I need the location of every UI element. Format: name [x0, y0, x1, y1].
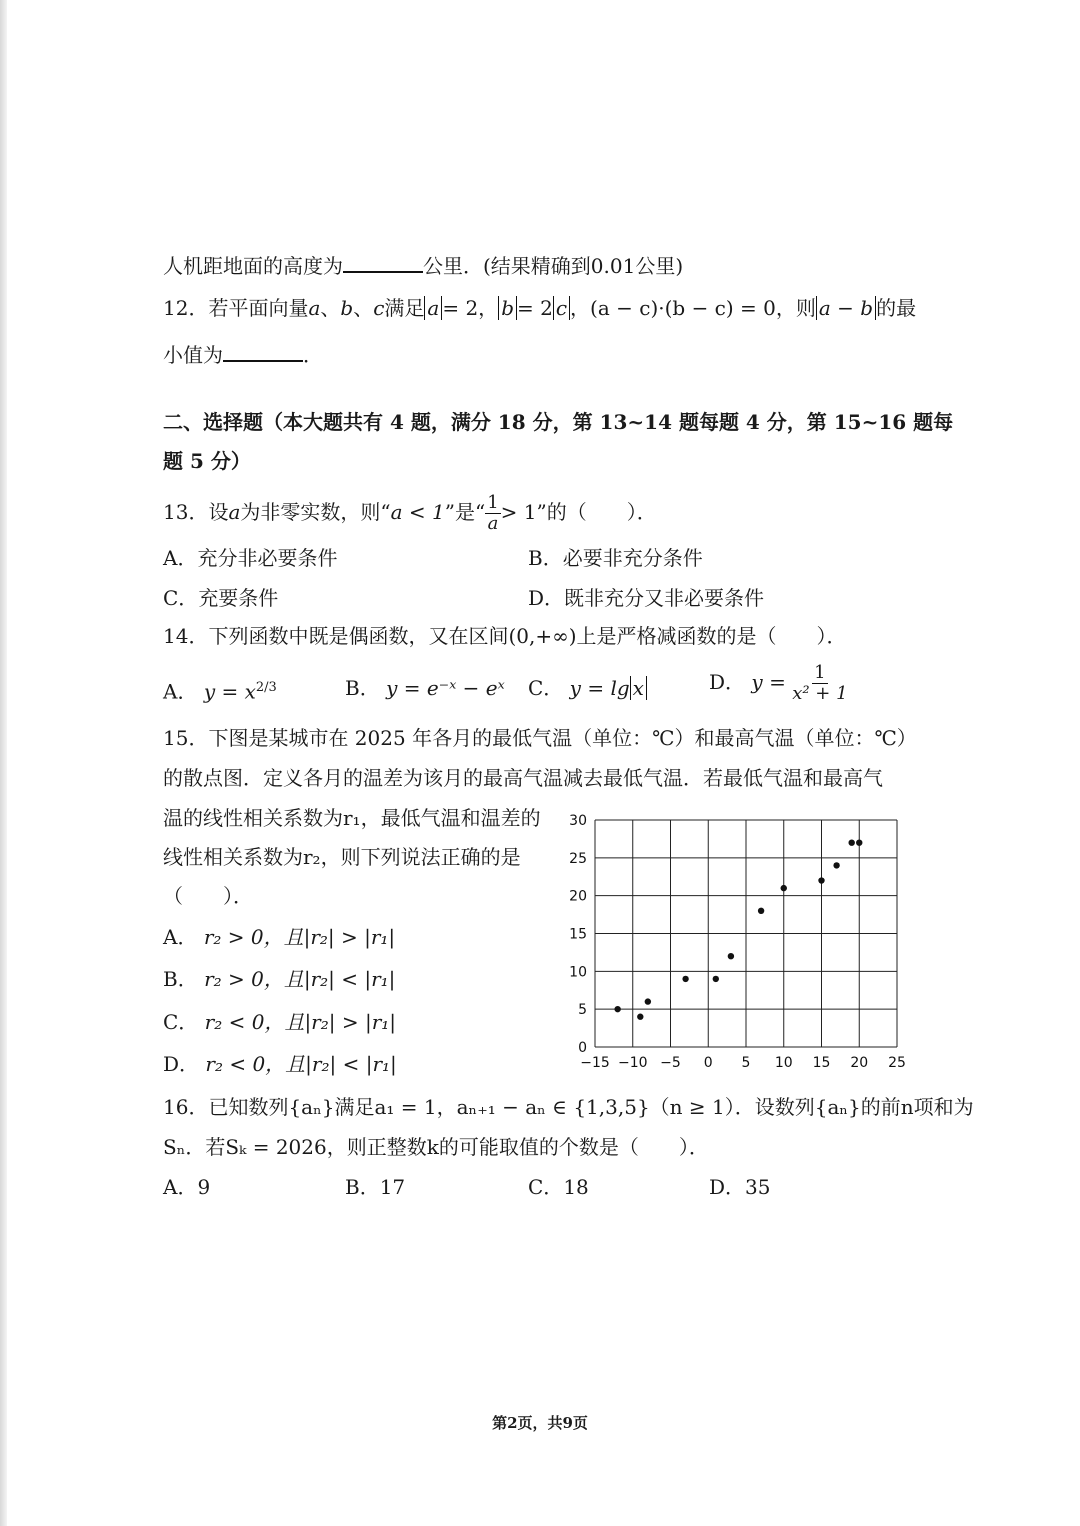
y-tick-label: 15	[569, 926, 587, 943]
frac-den: a	[487, 513, 499, 534]
data-point	[818, 877, 824, 883]
q13-stem	[163, 494, 657, 533]
q14-option-a[interactable]	[163, 674, 277, 706]
q12-text: 小值为	[163, 343, 223, 367]
sep: 、	[353, 296, 374, 320]
vector-a: a	[308, 296, 321, 320]
section-title: 二、选择题（本大题共有 4 题，满分 18 分，第 13~14 题每题 4 分，第 15~16 题每	[163, 410, 954, 434]
q12-cond3: (a − c)·(b − c) = 0，	[590, 296, 796, 320]
q13-cond1: a < 1	[390, 500, 445, 524]
q14-option-d[interactable]	[709, 664, 848, 703]
option-label: A．	[163, 546, 198, 570]
x-tick-label: −15	[580, 1055, 610, 1071]
option-text: r₂ > 0，且|r₂| > |r₁|	[203, 925, 396, 949]
q15-line3: 温的线性相关系数为r₁，最低气温和温差的	[163, 806, 541, 830]
option-formula: y = lg	[569, 676, 630, 700]
y-tick-label: 30	[569, 813, 587, 829]
q16-line1	[163, 1093, 974, 1121]
q13-text: ”是“	[444, 500, 486, 524]
option-label: A．	[163, 925, 198, 949]
scan-edge	[0, 0, 7, 1526]
y-tick-label: 10	[569, 964, 587, 981]
vector-a: a	[427, 296, 440, 320]
var-a: a	[228, 500, 241, 524]
data-point	[856, 840, 862, 846]
q15-option-d[interactable]	[163, 1050, 397, 1078]
q14-option-c[interactable]	[528, 674, 647, 702]
q15-number: 15．	[163, 726, 209, 750]
q12-text: 满足	[384, 296, 425, 320]
answer-blank[interactable]	[223, 342, 303, 362]
sep: 、	[320, 296, 341, 320]
abs-c	[553, 296, 570, 320]
x-tick-label: 15	[812, 1055, 831, 1071]
q12-text: 的最	[876, 296, 917, 320]
data-point	[713, 976, 719, 982]
option-text: 18	[563, 1175, 589, 1199]
option-label: A．	[163, 1175, 198, 1199]
frac-num: 1	[814, 662, 826, 683]
x-tick-label: 5	[741, 1055, 751, 1071]
q14-stem	[163, 622, 847, 650]
option-text: 9	[197, 1175, 211, 1199]
data-point	[758, 908, 764, 914]
q13-text: 设	[208, 500, 229, 524]
data-point	[637, 1014, 643, 1020]
q12-line2	[163, 341, 323, 369]
q16-option-c[interactable]	[528, 1173, 589, 1201]
abs-x	[630, 676, 647, 700]
q15-text: 下图是某城市在 2025 年各月的最低气温（单位：℃）和最高气温（单位：℃）	[208, 726, 917, 750]
q12-text: 则	[795, 296, 816, 320]
q15-line5: （ ）．	[163, 884, 253, 908]
q15-option-b[interactable]	[163, 965, 395, 993]
q13-cond2: > 1	[500, 500, 537, 524]
option-label: C．	[163, 1010, 199, 1034]
option-label: B．	[345, 1175, 380, 1199]
option-formula: y = e⁻ˣ − eˣ	[386, 676, 505, 700]
option-label: D．	[709, 670, 746, 694]
q12-expr: a − b	[818, 296, 874, 320]
q11-text: 人机距地面的高度为	[163, 254, 343, 278]
q16-option-a[interactable]	[163, 1173, 210, 1201]
q13-number: 13．	[163, 500, 209, 524]
x-tick-label: −10	[617, 1055, 648, 1071]
q12-cond1: = 2，	[442, 296, 499, 320]
option-label: D．	[709, 1175, 746, 1199]
page-footer: 第2页，共9页	[492, 1414, 588, 1432]
q16-line2: Sₙ．若Sₖ = 2026，则正整数k的可能取值的个数是（ ）．	[163, 1135, 709, 1159]
q12-cond2: = 2	[517, 296, 553, 320]
q13-text: ”的（ ）．	[536, 500, 657, 524]
data-point	[614, 1006, 620, 1012]
q16-option-b[interactable]	[345, 1173, 405, 1201]
exponent: 2/3	[255, 680, 277, 695]
data-point	[849, 840, 855, 846]
x-tick-label: 10	[774, 1055, 793, 1071]
vector-b: b	[501, 296, 514, 320]
q13-option-a[interactable]	[163, 544, 337, 572]
option-text: r₂ > 0，且|r₂| < |r₁|	[204, 967, 396, 991]
q14-text: 下列函数中既是偶函数，又在区间(0,+∞)上是严格减函数的是（ ）．	[208, 624, 847, 648]
fraction	[485, 494, 500, 533]
q12-line1: 12．若平面向量a、b、c满足 a = 2， b = 2 c ，(a − c)·(b − c) = 0，则 a − b 的最	[163, 296, 917, 320]
option-formula: y = x	[203, 679, 256, 704]
q11-tail	[163, 252, 683, 280]
answer-blank[interactable]	[343, 253, 423, 273]
option-label: B．	[345, 676, 380, 700]
option-label: B．	[528, 546, 563, 570]
q12-number: 12．	[163, 296, 209, 320]
q12-end: ．	[303, 343, 323, 367]
q13-text: 为非零实数，则“	[240, 500, 391, 524]
q15-option-a[interactable]	[163, 923, 395, 951]
q15-line2: 的散点图．定义各月的温差为该月的最高气温减去最低气温．若最低气温和最高气	[163, 766, 883, 790]
frac-den: x² + 1	[792, 683, 848, 704]
q11-suffix: 公里．(结果精确到0.01公里)	[423, 254, 684, 278]
x-tick-label: 25	[888, 1055, 906, 1071]
q14-number: 14．	[163, 624, 209, 648]
option-text: r₂ < 0，且|r₂| < |r₁|	[205, 1052, 397, 1076]
q13-option-b[interactable]	[528, 544, 703, 572]
option-text: 必要非充分条件	[562, 546, 703, 570]
option-label: C．	[163, 586, 199, 610]
vector-c: c	[373, 296, 385, 320]
option-label: D．	[528, 586, 565, 610]
frac-num: 1	[487, 492, 499, 513]
var-x: x	[632, 676, 644, 700]
y-tick-label: 5	[578, 1002, 587, 1019]
option-label: C．	[528, 676, 564, 700]
option-text: r₂ < 0，且|r₂| > |r₁|	[204, 1010, 397, 1034]
temperature-scatter-chart	[555, 805, 915, 1080]
x-tick-label: 20	[850, 1055, 869, 1071]
q15-line1	[163, 724, 917, 752]
option-text: 35	[745, 1175, 771, 1199]
option-text: 既非充分又非必要条件	[564, 586, 765, 610]
option-text: 充要条件	[198, 586, 279, 610]
q15-line4: 线性相关系数为r₂，则下列说法正确的是	[163, 845, 521, 869]
data-point	[682, 976, 688, 982]
q15-option-c[interactable]	[163, 1008, 396, 1036]
option-label: B．	[163, 967, 198, 991]
q13-option-c[interactable]	[163, 584, 278, 612]
section-title-cont: 题 5 分）	[163, 449, 251, 473]
y-tick-label: 25	[569, 850, 587, 867]
q13-option-d[interactable]	[528, 584, 764, 612]
y-tick-label: 20	[569, 888, 587, 905]
option-label: D．	[163, 1052, 200, 1076]
option-label: A．	[163, 679, 198, 704]
abs-b	[498, 296, 517, 320]
y-tick-label: 0	[578, 1040, 587, 1056]
option-label: C．	[528, 1175, 564, 1199]
vector-c: c	[555, 296, 568, 320]
abs-a-minus-b	[816, 296, 876, 320]
vector-b: b	[340, 296, 354, 320]
fraction	[792, 664, 847, 703]
x-tick-label: 0	[703, 1055, 713, 1071]
abs-a	[424, 296, 442, 320]
q16-text: 已知数列{aₙ}满足a₁ = 1，aₙ₊₁ − aₙ ∈ {1,3,5}（n ≥ 1）．设数列{aₙ}的前n项和为	[208, 1095, 974, 1119]
option-formula: y =	[751, 670, 786, 694]
data-point	[833, 862, 839, 868]
x-tick-label: −5	[660, 1055, 681, 1071]
data-point	[781, 885, 787, 891]
q16-option-d[interactable]	[709, 1173, 771, 1201]
option-text: 17	[379, 1175, 406, 1199]
q12-text: 若平面向量	[208, 296, 309, 320]
q16-number: 16．	[163, 1095, 209, 1119]
data-point	[645, 998, 651, 1004]
data-point	[728, 953, 734, 959]
q14-option-b[interactable]	[345, 674, 505, 702]
option-text: 充分非必要条件	[197, 546, 338, 570]
